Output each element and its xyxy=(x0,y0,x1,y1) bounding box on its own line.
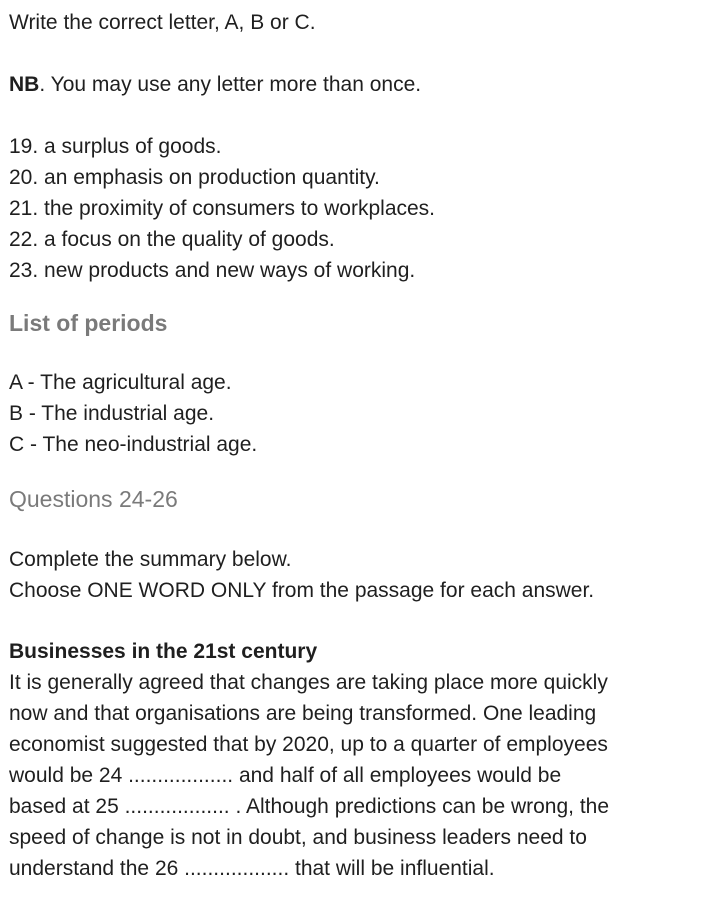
summary-line-q25: based at 25 .................. . Although predictions can be wrong, the xyxy=(9,795,610,818)
instruction-line: Write the correct letter, A, B or C. xyxy=(9,11,316,34)
summary-line: It is generally agreed that changes are taking place more quickly xyxy=(9,671,608,694)
question-23: 23. new products and new ways of working. xyxy=(9,259,416,282)
summary-instruction-1: Complete the summary below. xyxy=(9,548,292,571)
summary-instructions xyxy=(9,544,699,606)
question-22: 22. a focus on the quality of goods. xyxy=(9,228,335,251)
period-b: B - The industrial age. xyxy=(9,402,215,425)
summary-title: Businesses in the 21st century xyxy=(9,640,318,663)
summary-text xyxy=(9,667,699,884)
document-page xyxy=(9,0,699,884)
question-21: 21. the proximity of consumers to workplaces. xyxy=(9,197,436,220)
question-19: 19. a surplus of goods. xyxy=(9,135,222,158)
period-c: C - The neo-industrial age. xyxy=(9,433,258,456)
nb-label: NB xyxy=(9,73,40,96)
periods-heading: List of periods xyxy=(9,310,168,336)
nb-text: . You may use any letter more than once. xyxy=(39,73,422,96)
question-list xyxy=(9,131,699,286)
question-20: 20. an emphasis on production quantity. xyxy=(9,166,380,189)
nb-note xyxy=(9,69,699,100)
summary-line: economist suggested that by 2020, up to a quarter of employees xyxy=(9,733,608,756)
period-a: A - The agricultural age. xyxy=(9,371,232,394)
summary-instruction-2: Choose ONE WORD ONLY from the passage for each answer. xyxy=(9,579,595,602)
periods-list xyxy=(9,367,699,460)
summary-line-q26: understand the 26 .................. that will be influential. xyxy=(9,857,495,880)
section-heading: Questions 24-26 xyxy=(9,486,178,512)
summary-line: speed of change is not in doubt, and business leaders need to xyxy=(9,826,587,849)
summary-line: now and that organisations are being transformed. One leading xyxy=(9,702,597,725)
summary-line-q24: would be 24 .................. and half of all employees would be xyxy=(9,764,562,787)
